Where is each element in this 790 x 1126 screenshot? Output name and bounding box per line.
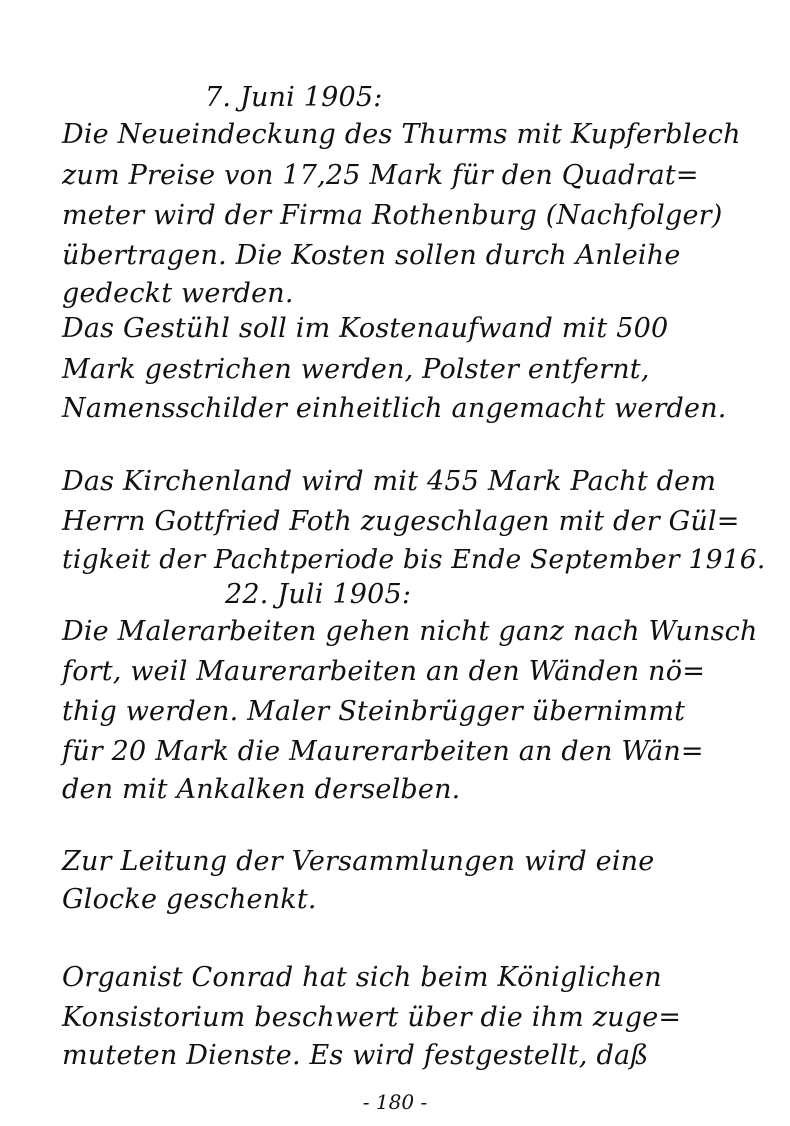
text-line: fort, weil Maurerarbeiten an den Wänden nö=: [62, 656, 706, 687]
text-line: Glocke geschenkt.: [62, 884, 317, 915]
text-line: Das Gestühl soll im Kostenaufwand mit 500: [62, 313, 669, 344]
date-heading-june: 7. Juni 1905:: [205, 82, 383, 113]
page-number: - 180 -: [362, 1090, 428, 1114]
text-line: zum Preise von 17,25 Mark für den Quadrat=: [62, 160, 699, 191]
text-line: Organist Conrad hat sich beim Königlichen: [62, 962, 662, 993]
text-line: Die Malerarbeiten gehen nicht ganz nach Wunsch: [62, 616, 758, 647]
text-line: Herrn Gottfried Foth zugeschlagen mit der Gül=: [62, 506, 740, 537]
text-line: meter wird der Firma Rothenburg (Nachfolger): [62, 200, 723, 231]
text-line: übertragen. Die Kosten sollen durch Anleihe: [62, 240, 681, 271]
text-line: thig werden. Maler Steinbrügger übernimmt: [62, 696, 686, 727]
text-line: gedeckt werden.: [62, 278, 294, 309]
text-line: für 20 Mark die Maurerarbeiten an den Wän=: [62, 736, 704, 767]
text-line: Namensschilder einheitlich angemacht werden.: [62, 393, 727, 424]
text-line: den mit Ankalken derselben.: [62, 774, 461, 805]
date-heading-july: 22. Juli 1905:: [225, 579, 412, 610]
text-line: muteten Dienste. Es wird festgestellt, daß: [62, 1040, 649, 1071]
text-line: tigkeit der Pachtperiode bis Ende September 1916.: [62, 544, 766, 575]
text-line: Konsistorium beschwert über die ihm zuge=: [62, 1002, 682, 1033]
text-line: Zur Leitung der Versammlungen wird eine: [62, 846, 655, 877]
text-line: Das Kirchenland wird mit 455 Mark Pacht dem: [62, 466, 717, 497]
text-line: Mark gestrichen werden, Polster entfernt,: [62, 354, 650, 385]
text-line: Die Neueindeckung des Thurms mit Kupferblech: [62, 119, 741, 150]
